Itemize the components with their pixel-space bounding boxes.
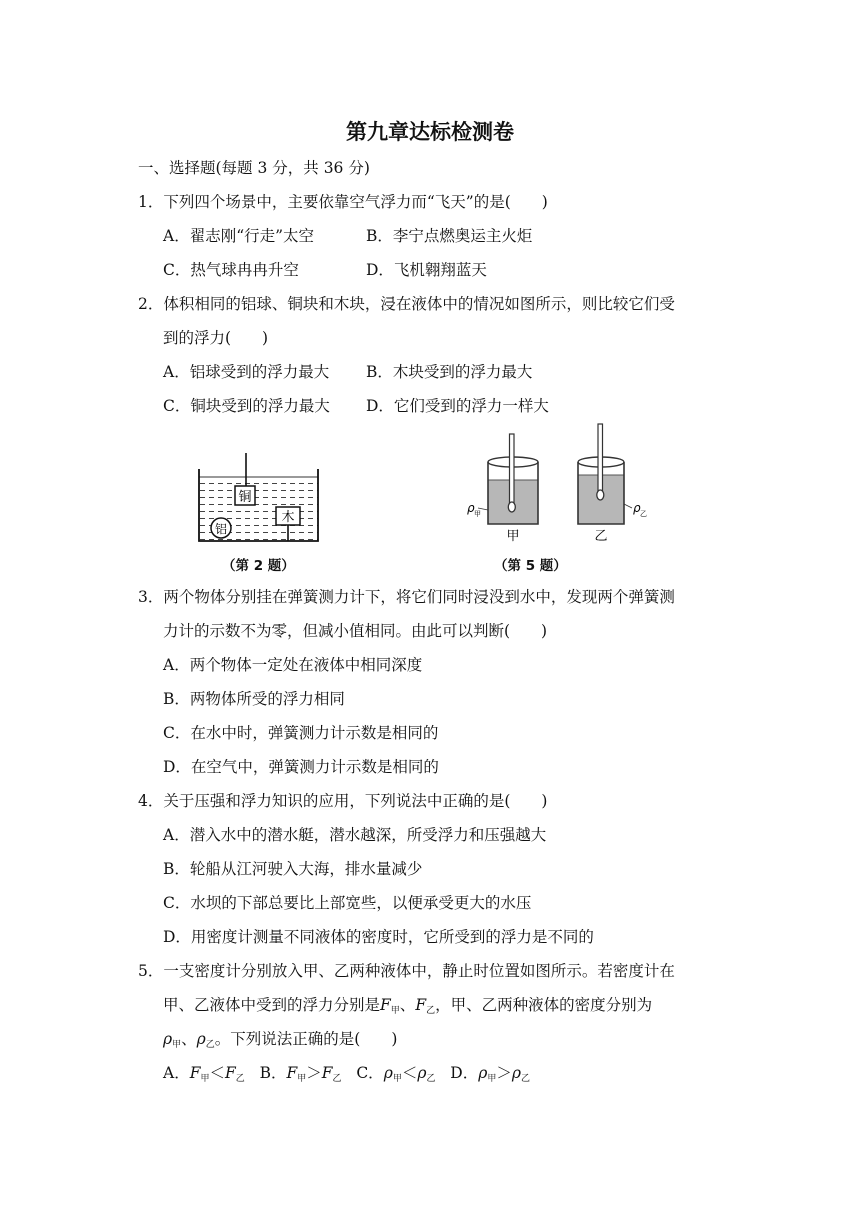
q5-option-a[interactable]: A．$F_甲<F_乙$: [163, 1064, 245, 1084]
q5-option-c[interactable]: C．$\rho_甲<\rho_乙$: [356, 1064, 436, 1084]
q1-option-b[interactable]: B．李宁点燃奥运主火炬: [366, 227, 533, 245]
q2-option-b[interactable]: B．木块受到的浮力最大: [366, 363, 533, 381]
figure-q2-diagram: [190, 445, 330, 551]
q3-option-d[interactable]: D．在空气中，弹簧测力计示数是相同的: [163, 758, 439, 776]
q3-stem-line1: 3．两个物体分别挂在弹簧测力计下，将它们同时浸没到水中，发现两个弹簧测: [138, 588, 675, 606]
q3-option-a[interactable]: A．两个物体一定处在液体中相同深度: [163, 656, 423, 674]
label-jia: 甲: [506, 529, 520, 544]
q2-option-a[interactable]: A．铝球受到的浮力最大: [163, 363, 330, 381]
q1-option-c[interactable]: C．热气球冉冉升空: [163, 261, 299, 279]
q2-option-c[interactable]: C．铜块受到的浮力最大: [163, 397, 330, 415]
q2-option-d[interactable]: D．它们受到的浮力一样大: [366, 397, 549, 415]
q5-stem-line3: $\rho_甲$、$\rho_乙$。下列说法正确的是( ): [163, 1030, 398, 1050]
figure-q2-caption: （第 2 题）: [222, 558, 295, 574]
q4-option-c[interactable]: C．水坝的下部总要比上部宽些，以便承受更大的水压: [163, 894, 532, 912]
copper-label: 铜: [238, 490, 252, 505]
page-title: 第九章达标检测卷: [346, 120, 514, 144]
q3-stem-line2: 力计的示数不为零，但减小值相同。由此可以判断( ): [163, 622, 548, 640]
q1-stem: 1．下列四个场景中，主要依靠空气浮力而“飞天”的是( ): [138, 193, 548, 211]
q4-option-b[interactable]: B．轮船从江河驶入大海，排水量减少: [163, 860, 423, 878]
wood-label: 木: [281, 510, 295, 525]
label-yi: 乙: [594, 529, 608, 544]
q1-option-a[interactable]: A．翟志刚“行走”太空: [163, 227, 315, 245]
q5-option-b[interactable]: B．$F_甲>F_乙$: [259, 1064, 342, 1084]
q5-stem-line1: 5．一支密度计分别放入甲、乙两种液体中，静止时位置如图所示。若密度计在: [138, 962, 675, 980]
q3-option-c[interactable]: C．在水中时，弹簧测力计示数是相同的: [163, 724, 439, 742]
figure-q5-diagram: [462, 420, 662, 546]
rho-yi-subscript: 乙: [640, 510, 647, 518]
hydrometer-yi: [598, 424, 603, 492]
q5-option-d[interactable]: D．$\rho_甲>\rho_乙$: [450, 1064, 530, 1084]
section-heading: 一、选择题(每题 3 分，共 36 分): [138, 159, 370, 177]
figure-q5-caption: （第 5 题）: [494, 558, 567, 574]
rho-yi-symbol: ρ: [633, 501, 641, 515]
q5-options: [163, 1063, 530, 1089]
q2-stem-line1: 2．体积相同的铝球、铜块和木块，浸在液体中的情况如图所示，则比较它们受: [138, 295, 675, 313]
rho-jia-subscript: 甲: [474, 510, 481, 518]
q4-stem: 4．关于压强和浮力知识的应用，下列说法中正确的是( ): [138, 792, 548, 810]
rho-jia-symbol: ρ: [467, 501, 475, 515]
q4-option-a[interactable]: A．潜入水中的潜水艇，潜水越深，所受浮力和压强越大: [163, 826, 547, 844]
q4-option-d[interactable]: D．用密度计测量不同液体的密度时，它所受到的浮力是不同的: [163, 928, 594, 946]
q5-stem-line2: 甲、乙液体中受到的浮力分别是$F_甲$、$F_乙$，甲、乙两种液体的密度分别为: [163, 996, 653, 1016]
q3-option-b[interactable]: B．两物体所受的浮力相同: [163, 690, 345, 708]
q2-stem-line2: 到的浮力( ): [163, 329, 269, 347]
q1-option-d[interactable]: D．飞机翱翔蓝天: [366, 261, 487, 279]
hydrometer-jia: [510, 434, 515, 504]
aluminum-label: 铝: [214, 522, 228, 536]
